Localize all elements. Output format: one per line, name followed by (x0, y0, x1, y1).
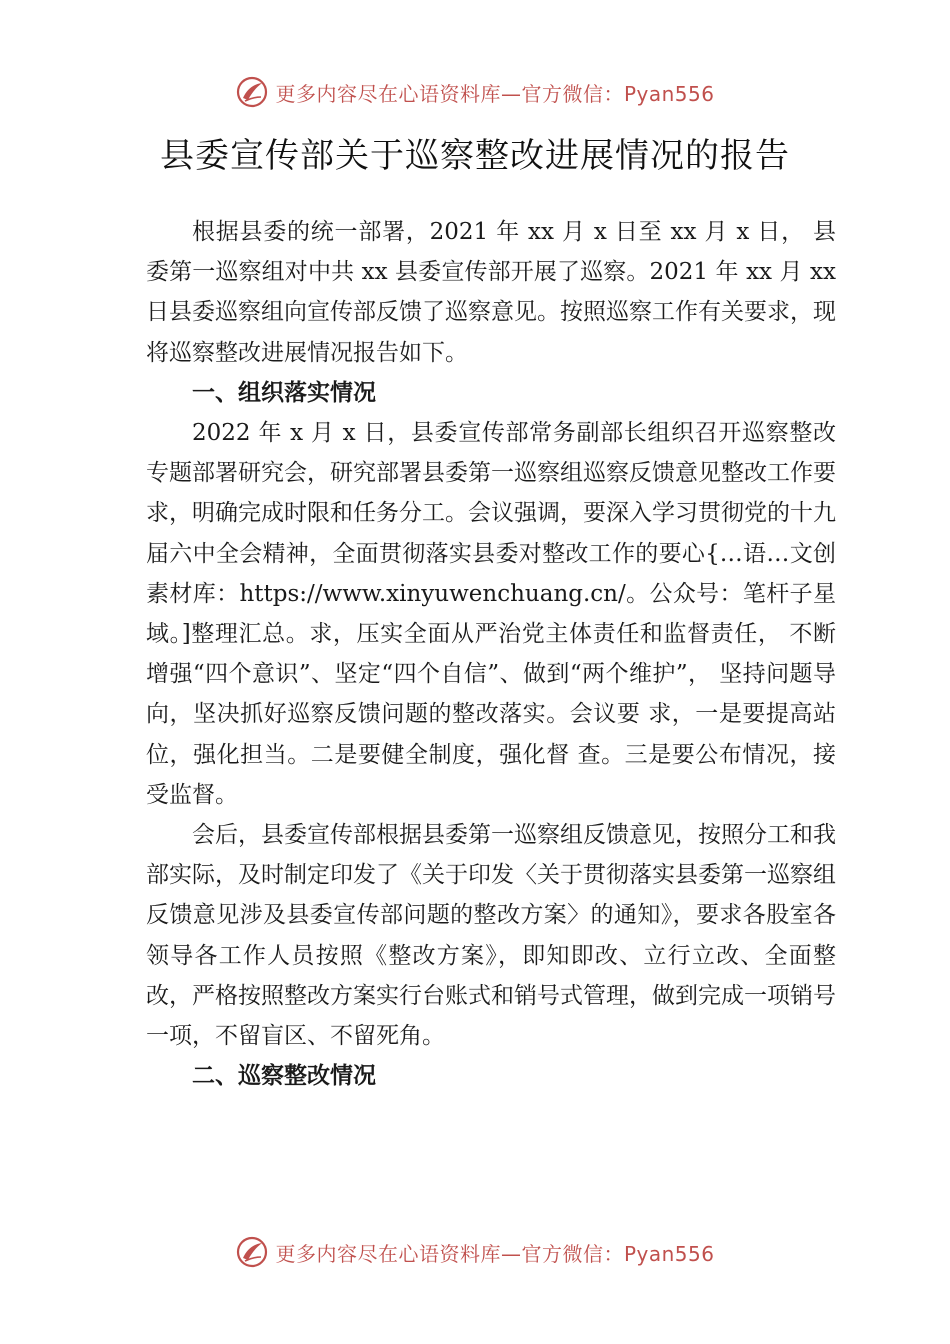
section-heading-1: 一、组织落实情况 (192, 379, 376, 406)
brush-circle-icon (235, 1235, 269, 1269)
paragraph-followup: 会后，县委宣传部根据县委第一巡察组反馈意见，按照分工和我部实际，及时制定印发了《关于印发〈关于贯彻落实县委第一巡察组反馈意见涉及县委宣传部问题的整改方案〉的通知》，要求各股室各领导各工作人员按照《整改方案》，即知即改、立行立改、全面整改，严格按照整改方案实行台账式和销号式管理，做到完成一项销号一项，不留盲区、不留死角。 (146, 822, 836, 1050)
section-heading-2: 二、巡察整改情况 (192, 1063, 376, 1090)
header-watermark (0, 70, 950, 114)
watermark-text: 更多内容尽在心语资料库—官方微信：Pyan556 (275, 81, 715, 106)
footer-watermark (0, 1230, 950, 1274)
document-title: 县委宣传部关于巡察整改进展情况的报告 (160, 136, 790, 176)
brush-circle-icon (235, 75, 269, 109)
watermark-text: 更多内容尽在心语资料库—官方微信：Pyan556 (275, 1241, 715, 1266)
paragraph-intro: 根据县委的统一部署，2021 年 xx 月 x 日至 xx 月 x 日， 县委第一巡察组对中共 xx 县委宣传部开展了巡察。2021 年 xx 月 xx 日县委巡察组向宣传部反馈了巡察意见。按照巡察工作有关要求，现将巡察整改进展情况报告如下。 (146, 219, 836, 366)
paragraph-meeting: 2022 年 x 月 x 日，县委宣传部常务副部长组织召开巡察整改专题部署研究会，研究部署县委第一巡察组巡察反馈意见整改工作要求，明确完成时限和任务分工。会议强调，要深入学习贯彻党的十九届六中全会精神，全面贯彻落实县委对整改工作的要心{…语…文创素材库：https://www.xinyuwenchuang.cn/。公众号：笔杆子星域。]整理汇总。求，压实全面从严治党主体责任和监督责任， 不断增强“四个意识”、坚定“四个自信”、做到“两个维护”， 坚持问题导向，坚决抓好巡察反馈问题的整改落实。会议要 求，一是要提高站位，强化担当。二是要健全制度，强化督 查。三是要公布情况，接受监督。 (146, 420, 836, 808)
document-body (146, 212, 836, 1096)
